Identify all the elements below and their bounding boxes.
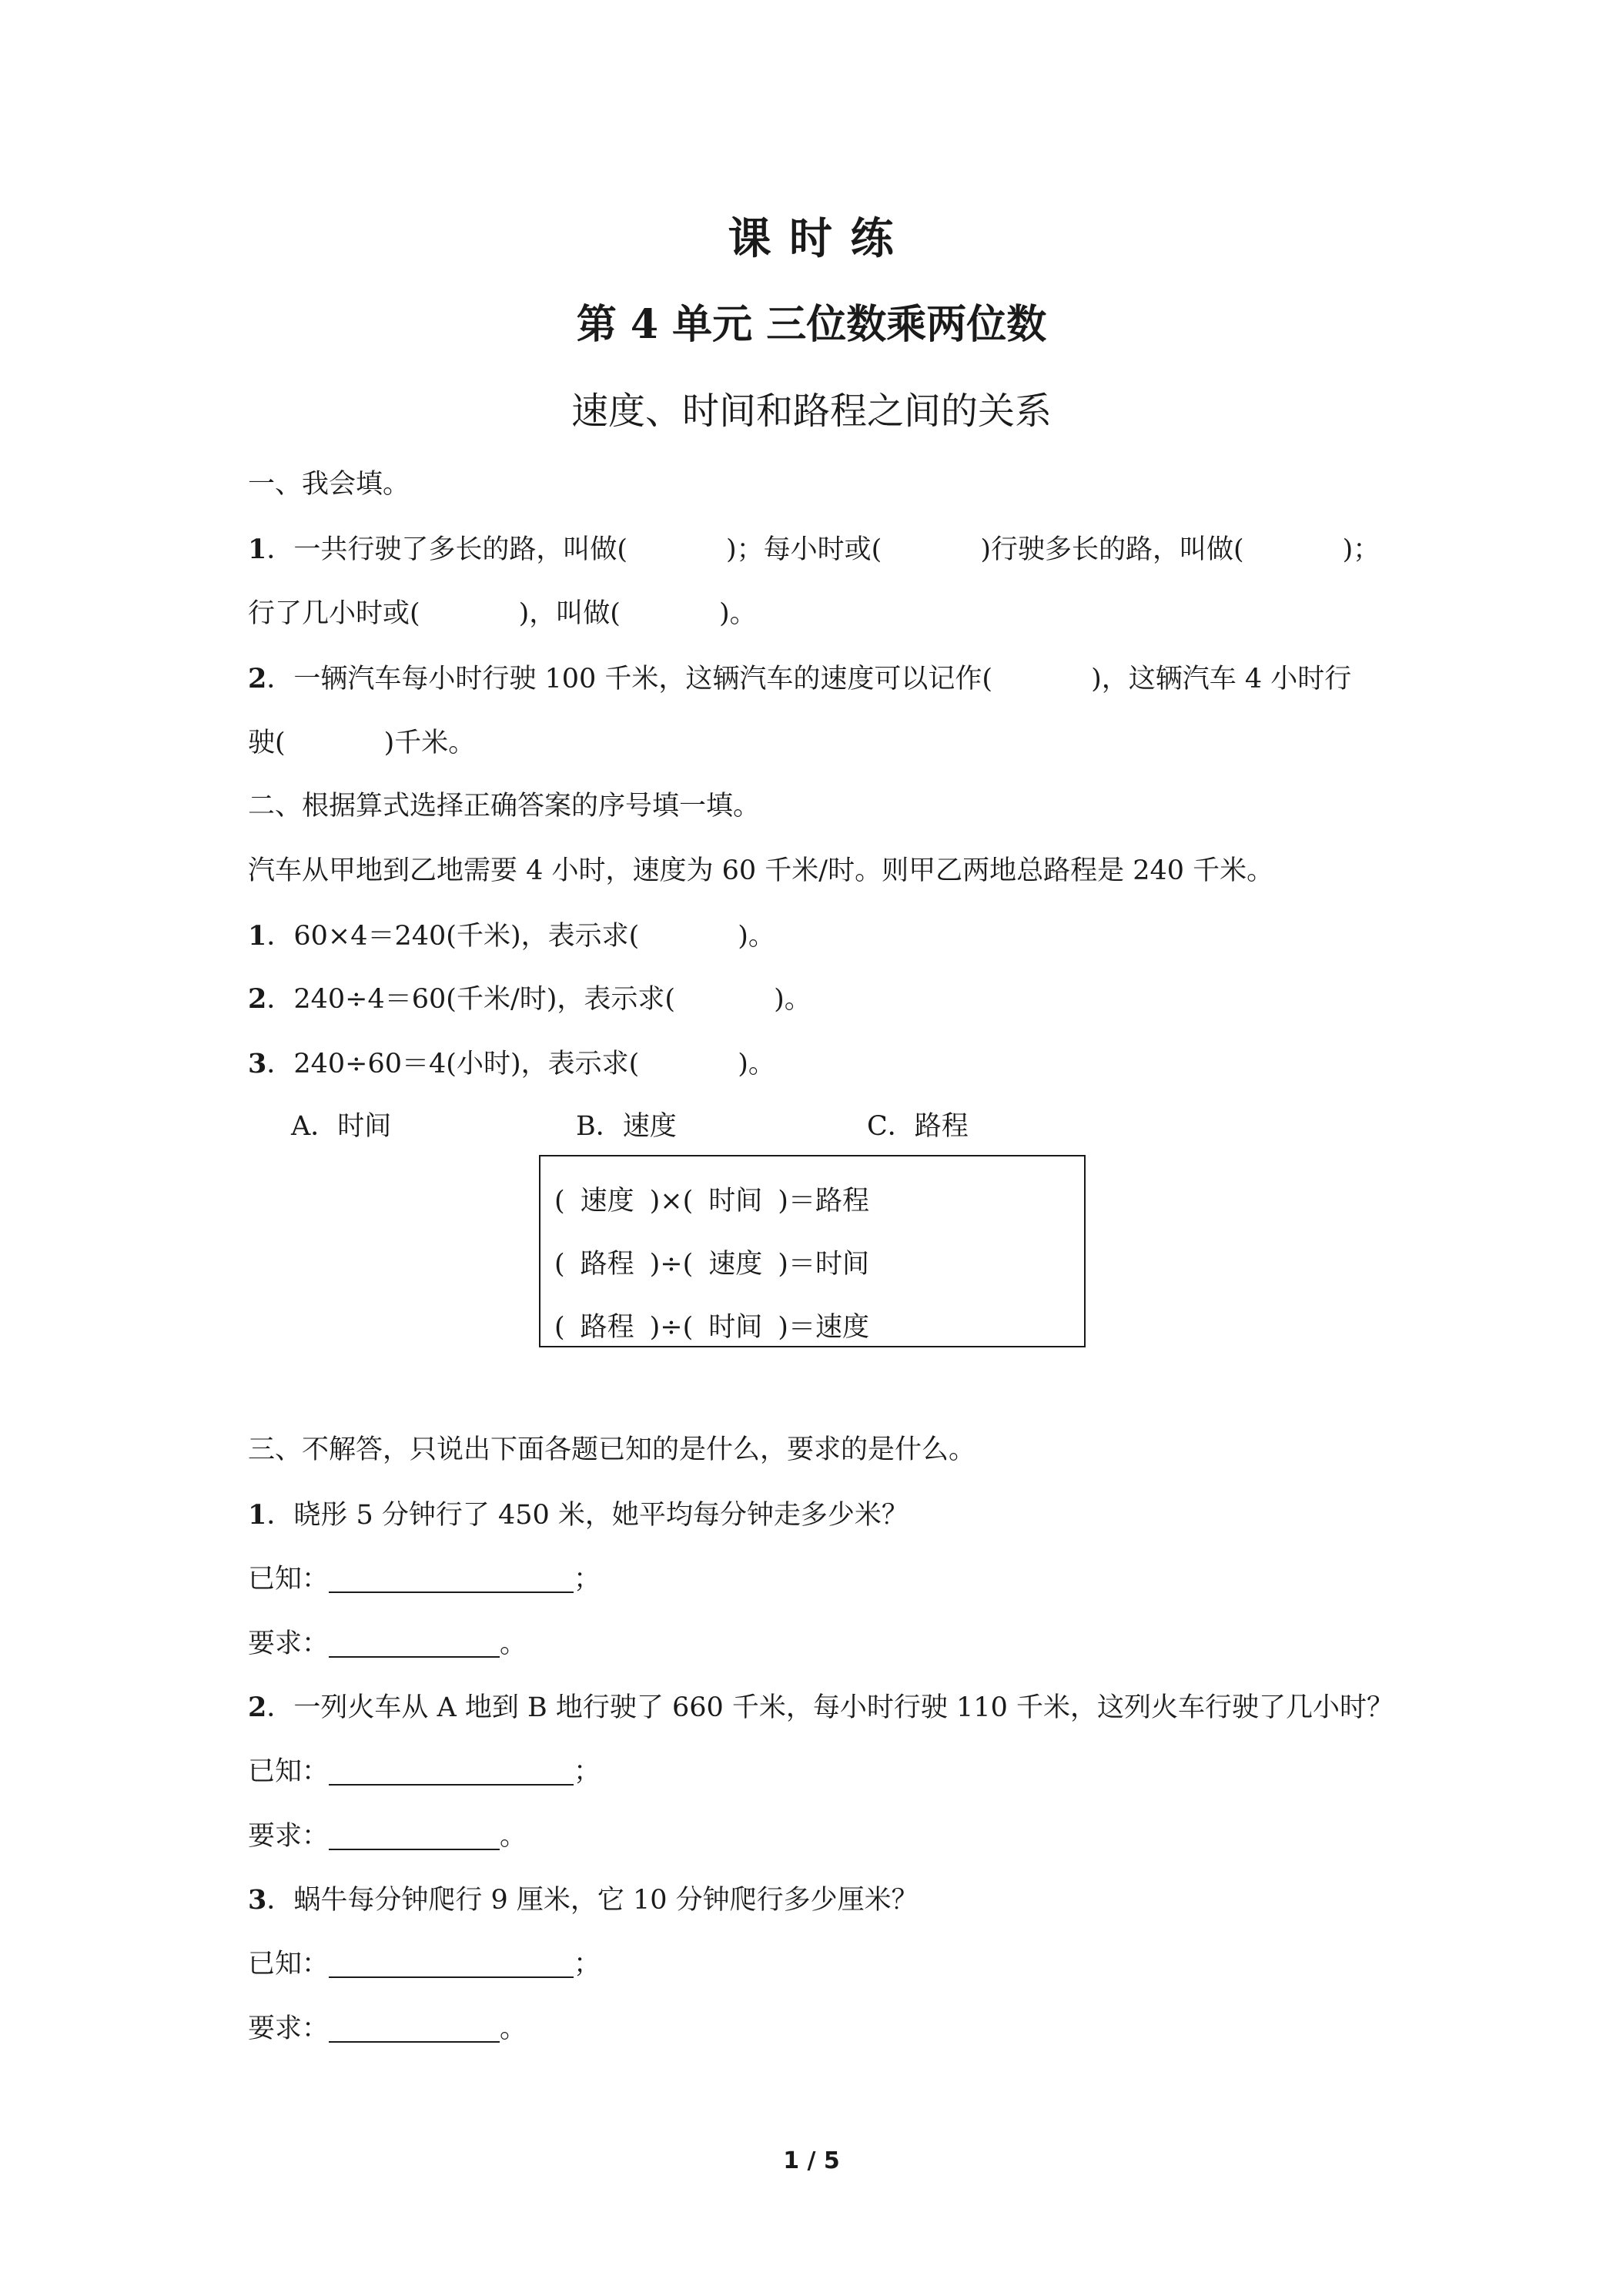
s1-q1-line2: 行了几小时或( )，叫做( )。 (248, 598, 757, 629)
answer-line[interactable] (329, 1953, 574, 1978)
formula-row: ( 速度 )×( 时间 )＝路程 (554, 1186, 869, 1217)
option-a: A．时间 (291, 1111, 392, 1142)
section2-heading: 二、根据算式选择正确答案的序号填一填。 (248, 791, 761, 822)
s2-item-1: 1．60×4＝240(千米)，表示求( )。 (248, 920, 775, 952)
formula-row: ( 路程 )÷( 时间 )＝速度 (554, 1312, 869, 1343)
formula-row: ( 路程 )÷( 速度 )＝时间 (554, 1249, 869, 1280)
s3-ask-2: 要求： 。 (248, 1821, 527, 1852)
answer-line[interactable] (329, 2018, 500, 2043)
s3-ask-1: 要求： 。 (248, 1628, 527, 1659)
s3-known-2: 已知： ； (248, 1756, 601, 1787)
s2-item-2: 2．240÷4＝60(千米/时)，表示求( )。 (248, 983, 812, 1015)
s3-question-1: 1．晓彤 5 分钟行了 450 米，她平均每分钟走多少米？ (248, 1499, 909, 1531)
page-number: 1 / 5 (783, 2147, 840, 2174)
option-b: B．速度 (576, 1111, 677, 1142)
question-number: 2 (248, 983, 267, 1015)
question-number: 1 (248, 920, 267, 952)
s3-question-3: 3．蜗牛每分钟爬行 9 厘米，它 10 分钟爬行多少厘米？ (248, 1884, 919, 1916)
option-c: C．路程 (867, 1111, 969, 1142)
question-number: 1 (248, 1499, 267, 1531)
question-number: 2 (248, 1692, 267, 1723)
question-number: 2 (248, 663, 267, 694)
worksheet-title: 课 时 练 (728, 213, 895, 264)
s1-q1-line1: 1．一共行驶了多长的路，叫做( )；每小时或( )行驶多长的路，叫做( )； (248, 534, 1380, 565)
s2-item-3: 3．240÷60＝4(小时)，表示求( )。 (248, 1048, 775, 1079)
section3-heading: 三、不解答，只说出下面各题已知的是什么，要求的是什么。 (248, 1434, 976, 1465)
question-number: 3 (248, 1048, 267, 1079)
s1-q2-line2: 驶( )千米。 (248, 728, 476, 758)
question-number: 3 (248, 1884, 267, 1916)
section1-heading: 一、我会填。 (248, 469, 410, 500)
answer-line[interactable] (329, 1633, 500, 1658)
s3-question-2: 2．一列火车从 A 地到 B 地行驶了 660 千米，每小时行驶 110 千米，这列火车行驶了几小时？ (248, 1692, 1394, 1723)
unit-title: 第 4 单元 三位数乘两位数 (576, 301, 1047, 348)
s3-known-3: 已知： ； (248, 1949, 601, 1980)
answer-line[interactable] (329, 1761, 574, 1786)
question-number: 1 (248, 534, 267, 565)
answer-line[interactable] (329, 1826, 500, 1850)
s3-ask-3: 要求： 。 (248, 2013, 527, 2044)
s1-q2-line1: 2．一辆汽车每小时行驶 100 千米，这辆汽车的速度可以记作( )，这辆汽车 4 小时行 (248, 663, 1352, 694)
formula-box (539, 1155, 1086, 1347)
lesson-title: 速度、时间和路程之间的关系 (571, 390, 1052, 433)
answer-line[interactable] (329, 1568, 574, 1593)
s3-known-1: 已知： ； (248, 1564, 601, 1595)
section2-intro: 汽车从甲地到乙地需要 4 小时，速度为 60 千米/时。则甲乙两地总路程是 240 千米。 (248, 855, 1274, 886)
